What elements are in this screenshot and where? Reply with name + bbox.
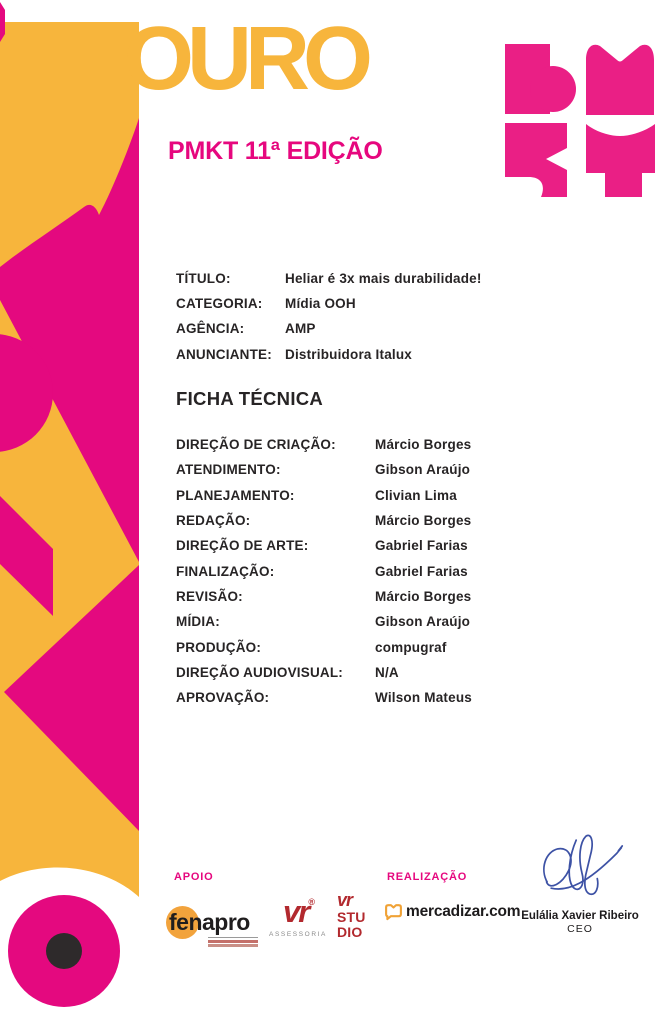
credit-label: FINALIZAÇÃO: bbox=[176, 563, 275, 579]
info-value: Mídia OOH bbox=[285, 296, 356, 312]
vr-letters: vr bbox=[283, 894, 309, 929]
credit-label: REVISÃO: bbox=[176, 589, 243, 605]
credit-value: N/A bbox=[375, 665, 399, 681]
edition-subtitle: PMKT 11ª EDIÇÃO bbox=[168, 137, 383, 165]
credit-label: ATENDIMENTO: bbox=[176, 462, 281, 478]
info-label: TÍTULO: bbox=[176, 271, 231, 286]
info-label: AGÊNCIA: bbox=[176, 321, 245, 337]
credit-value: Gibson Araújo bbox=[375, 614, 471, 630]
fenapro-wordmark: fenapro bbox=[169, 909, 250, 935]
vr-wordmark bbox=[266, 894, 330, 929]
credit-value: Gabriel Farias bbox=[375, 538, 468, 554]
pmkt-logo-p-bowl bbox=[530, 66, 576, 112]
signatory-title: CEO bbox=[567, 923, 593, 935]
credit-value: Gibson Araújo bbox=[375, 462, 471, 478]
credit-value: Gabriel Farias bbox=[375, 563, 468, 579]
vr-studio-line: DIO bbox=[337, 924, 363, 940]
signature-block bbox=[520, 830, 640, 935]
credits-list bbox=[176, 432, 472, 711]
credit-label: APROVAÇÃO: bbox=[176, 690, 270, 706]
pmkt-logo-k bbox=[505, 123, 567, 197]
vr-studio-line: STU bbox=[337, 909, 366, 925]
mercadizar-wordmark: mercadizar.com bbox=[406, 903, 521, 920]
fenapro-logo bbox=[166, 903, 262, 947]
credit-value: Márcio Borges bbox=[375, 589, 472, 605]
info-value: Distribuidora Italux bbox=[285, 346, 413, 362]
credit-value: Clivian Lima bbox=[375, 487, 457, 503]
mercadizar-bubble-icon bbox=[384, 903, 403, 921]
credit-value: Márcio Borges bbox=[375, 437, 472, 452]
signatory-name: Eulália Xavier Ribeiro bbox=[521, 910, 639, 922]
mercadizar-logo bbox=[384, 903, 520, 921]
credit-label: REDAÇÃO: bbox=[176, 513, 251, 529]
credit-value: compugraf bbox=[375, 639, 447, 655]
pmkt-logo-icon bbox=[505, 43, 656, 197]
vr-assessoria-label: ASSESSORIA bbox=[269, 930, 327, 938]
credit-label: MÍDIA: bbox=[176, 614, 220, 630]
credit-label: PRODUÇÃO: bbox=[176, 639, 262, 655]
credit-label: DIREÇÃO AUDIOVISUAL: bbox=[176, 665, 344, 681]
credit-value: Wilson Mateus bbox=[375, 690, 472, 706]
credit-label: DIREÇÃO DE CRIAÇÃO: bbox=[176, 437, 336, 452]
award-level-title: OURO bbox=[124, 9, 366, 109]
decorative-left-strip bbox=[0, 0, 145, 1024]
vr-studio-line: vr bbox=[337, 890, 353, 910]
apoio-section-label: APOIO bbox=[174, 871, 214, 883]
credit-label: DIREÇÃO DE ARTE: bbox=[176, 538, 309, 554]
fenapro-divider-line bbox=[208, 937, 258, 938]
info-value: AMP bbox=[285, 321, 316, 337]
vr-studio-logo bbox=[337, 891, 366, 939]
strip-bottom-circle-center bbox=[46, 933, 82, 969]
fenapro-tagline-line bbox=[208, 940, 258, 943]
signature-scribble bbox=[532, 830, 628, 908]
fenapro-tagline-line bbox=[208, 944, 258, 947]
info-value: Heliar é 3x mais durabilidade! bbox=[285, 271, 482, 286]
vr-assessoria-logo bbox=[266, 894, 330, 938]
entry-info-block bbox=[176, 266, 482, 367]
pmkt-logo-m bbox=[586, 45, 654, 115]
info-label: CATEGORIA: bbox=[176, 296, 263, 312]
realizacao-section-label: REALIZAÇÃO bbox=[387, 871, 468, 883]
pmkt-logo-t bbox=[586, 124, 655, 197]
info-label: ANUNCIANTE: bbox=[176, 346, 272, 362]
vr-registered-mark: ® bbox=[308, 897, 313, 907]
credit-label: PLANEJAMENTO: bbox=[176, 487, 295, 503]
ficha-tecnica-heading: FICHA TÉCNICA bbox=[176, 388, 324, 409]
credit-value: Márcio Borges bbox=[375, 513, 472, 529]
